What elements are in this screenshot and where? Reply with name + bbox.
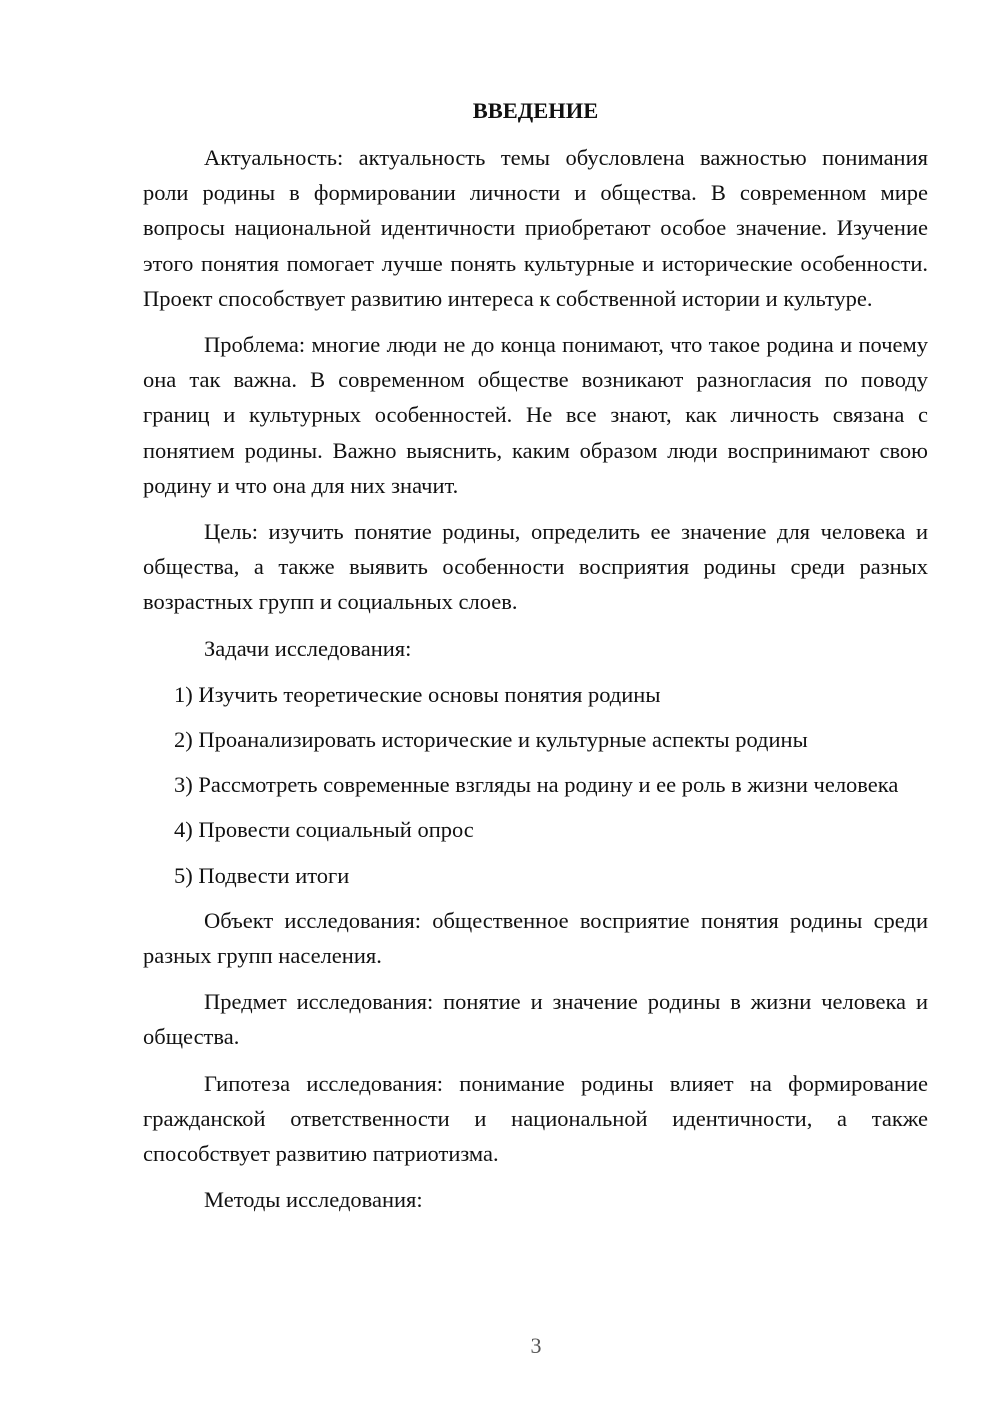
- list-item: 2) Проанализировать исторические и культурные аспекты родины: [174, 727, 808, 753]
- paragraph-problem: Проблема: многие люди не до конца понимают, что такое родина и почему она так важна. В современном обществе возникают разногласия по поводу границ и культурных особенностей. Не все знают, как личность связана с понятием родины. Важно выяснить, каким образом люди воспринимают свою родину и что она для них значит.: [143, 332, 928, 498]
- list-item: 3) Рассмотреть современные взгляды на родину и ее роль в жизни человека: [174, 772, 899, 798]
- paragraph-tasks-intro: Задачи исследования:: [204, 635, 412, 661]
- section-heading: ВВЕДЕНИЕ: [472, 98, 599, 123]
- page-body: [143, 94, 928, 1228]
- paragraph-subject: Предмет исследования: понятие и значение родины в жизни человека и общества.: [143, 989, 928, 1050]
- list-item: 5) Подвести итоги: [174, 862, 350, 888]
- list-item: 1) Изучить теоретические основы понятия родины: [174, 681, 661, 707]
- list-item: 4) Провести социальный опрос: [174, 817, 474, 843]
- paragraph-relevance: Актуальность: актуальность темы обусловлена важностью понимания роли родины в формировании личности и общества. В современном мире вопросы национальной идентичности приобретают особое значение. Изучение этого понятия помогает лучше понять культурные и исторические особенности. Проект способствует развитию интереса к собственной истории и культуре.: [143, 145, 928, 311]
- paragraph-methods: Методы исследования:: [204, 1187, 423, 1213]
- tasks-list: [143, 677, 928, 893]
- paragraph-hypothesis: Гипотеза исследования: понимание родины влияет на формирование гражданской ответственности и национальной идентичности, а также способствует развитию патриотизма.: [143, 1070, 928, 1167]
- page-number: 3: [530, 1333, 542, 1358]
- paragraph-goal: Цель: изучить понятие родины, определить ее значение для человека и общества, а также выявить особенности восприятия родины среди разных возрастных групп и социальных слоев.: [143, 519, 928, 615]
- paragraph-object: Объект исследования: общественное восприятие понятия родины среди разных групп населения.: [143, 907, 928, 969]
